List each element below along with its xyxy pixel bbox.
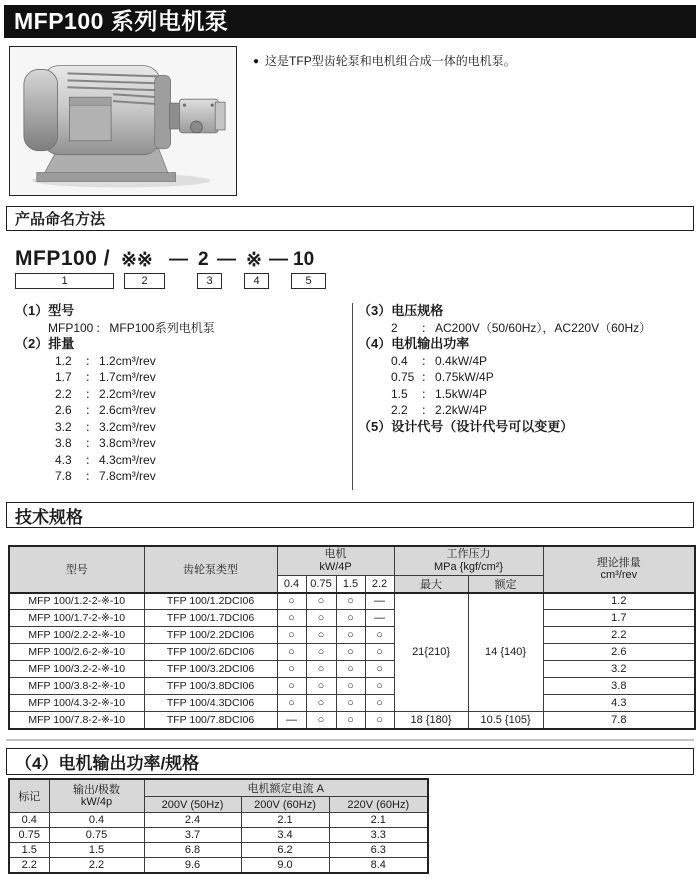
cell-displacement: 4.3	[543, 695, 695, 712]
cell-output: 0.4	[49, 813, 144, 828]
code-box-4: 4	[244, 273, 269, 289]
cell-kw: ○	[306, 695, 336, 712]
cell-current: 2.4	[144, 813, 241, 828]
cell-kw: ○	[365, 661, 394, 678]
cell-kw: ○	[365, 712, 394, 729]
motor-rear-cap	[155, 75, 171, 148]
item-colon: ：	[85, 452, 98, 467]
code-box-1: 1	[15, 273, 114, 289]
item-desc: 7.8cm³/rev	[99, 469, 156, 483]
item-desc: 2.6cm³/rev	[99, 403, 156, 417]
cell-current: 8.4	[329, 858, 428, 873]
item-code: 1.2	[55, 353, 72, 368]
cell-pressure-max: 18 {180}	[394, 712, 468, 729]
intro-line	[253, 53, 516, 71]
naming-item	[15, 435, 215, 452]
naming-item	[15, 353, 215, 370]
item-desc: AC200V（50/60Hz），AC220V（60Hz）	[435, 320, 652, 335]
naming-item	[15, 419, 215, 436]
col-header-pressure-rated: 额定	[468, 575, 543, 593]
tech-table-header-row	[9, 546, 695, 575]
item-desc: MFP100系列电机泵	[109, 320, 215, 335]
col-header-output	[49, 779, 144, 813]
cell-kw: ○	[365, 695, 394, 712]
cell-displacement: 1.2	[543, 593, 695, 610]
naming-heading-3: （3）电压规格	[358, 303, 444, 318]
item-colon: ：	[85, 370, 98, 384]
cell-kw: ○	[306, 610, 336, 627]
cell-model: MFP 100/1.7-2-※-10	[9, 610, 144, 627]
item-desc: 4.3cm³/rev	[99, 452, 156, 467]
cell-kw: ○	[306, 627, 336, 644]
cell-output: 1.5	[49, 843, 144, 858]
cell-kw: —	[365, 593, 394, 610]
naming-item	[15, 369, 215, 386]
cell-mark: 0.75	[9, 828, 49, 843]
item-colon: ：	[85, 469, 98, 483]
cell-mark: 0.4	[9, 813, 49, 828]
naming-heading-2: （2）排量	[15, 336, 75, 351]
item-code: 1.7	[55, 370, 72, 384]
shaft-coupling	[170, 103, 181, 129]
cell-current: 3.7	[144, 828, 241, 843]
cell-kw: ○	[336, 610, 365, 627]
base-plate	[37, 173, 176, 182]
cell-kw: ○	[365, 627, 394, 644]
section-header-motor-output-label: （4）电机输出功率/规格	[15, 754, 200, 773]
cell-pressure-rated: 10.5 {105}	[468, 712, 543, 729]
cell-pump-type: TFP 100/3.8DCI06	[144, 678, 277, 695]
section-header-motor-output	[6, 748, 694, 775]
col-header-pressure-max: 最大	[394, 575, 468, 593]
cell-kw: ○	[365, 644, 394, 661]
bolt	[183, 104, 186, 107]
cell-kw: ○	[277, 644, 306, 661]
motor-table-header-row	[9, 779, 428, 797]
cell-model: MFP 100/4.3-2-※-10	[9, 695, 144, 712]
item-code: 3.8	[55, 436, 72, 450]
cell-pressure-max: 21{210}	[394, 593, 468, 712]
cell-current: 3.4	[241, 828, 329, 843]
col-header-rated-current: 电机额定电流 A	[144, 779, 428, 797]
model-code-dash: —	[269, 249, 288, 270]
pump-front-plate	[215, 102, 225, 130]
naming-right-column	[358, 303, 651, 435]
naming-item	[15, 402, 215, 419]
cell-current: 6.3	[329, 843, 428, 858]
item-colon: ：	[421, 386, 434, 401]
cell-displacement: 1.7	[543, 610, 695, 627]
tech-table-row	[9, 610, 695, 627]
section-separator	[6, 739, 694, 741]
cell-kw: ○	[277, 695, 306, 712]
motor-header-line1: 电机	[324, 548, 347, 561]
model-code-segment: 10	[293, 249, 315, 270]
cell-mark: 2.2	[9, 858, 49, 873]
cell-kw: ○	[277, 593, 306, 610]
col-header-kw-04: 0.4	[277, 575, 306, 593]
cell-kw: ○	[336, 712, 365, 729]
cell-kw: ○	[336, 678, 365, 695]
model-code-prefix: MFP100 /	[15, 247, 111, 270]
cell-pump-type: TFP 100/3.2DCI06	[144, 661, 277, 678]
cell-model: MFP 100/7.8-2-※-10	[9, 712, 144, 729]
cell-pump-type: TFP 100/2.2DCI06	[144, 627, 277, 644]
cell-mark: 1.5	[9, 843, 49, 858]
item-colon: ：	[95, 320, 108, 335]
col-header-kw-075: 0.75	[306, 575, 336, 593]
cell-kw: ○	[336, 593, 365, 610]
cell-kw: ○	[336, 661, 365, 678]
bolt	[211, 104, 214, 107]
naming-item	[358, 353, 651, 370]
cell-current: 3.3	[329, 828, 428, 843]
tech-spec-table	[8, 545, 696, 730]
displacement-header-line1: 理论排量	[596, 556, 641, 569]
section-header-tech-label: 技术规格	[15, 507, 83, 527]
col-header-kw-15: 1.5	[336, 575, 365, 593]
cell-current: 6.2	[241, 843, 329, 858]
cell-pump-type: TFP 100/2.6DCI06	[144, 644, 277, 661]
item-colon: ：	[85, 419, 98, 434]
motor-pump-image	[10, 47, 236, 195]
naming-item	[358, 402, 651, 419]
code-box-5: 5	[291, 273, 326, 289]
cell-kw: ○	[336, 644, 365, 661]
naming-item	[15, 468, 215, 485]
naming-item	[358, 369, 651, 386]
item-code: 0.75	[391, 370, 415, 384]
item-code: 2.2	[391, 403, 408, 417]
cell-output: 0.75	[49, 828, 144, 843]
cell-current: 9.6	[144, 858, 241, 873]
cell-model: MFP 100/3.8-2-※-10	[9, 678, 144, 695]
model-code-dash: —	[169, 249, 188, 270]
col-header-model: 型号	[9, 546, 144, 593]
item-desc: 1.2cm³/rev	[99, 353, 156, 368]
item-desc: 2.2kW/4P	[435, 403, 488, 417]
naming-heading-4: （4）电机输出功率	[358, 336, 470, 351]
item-colon: ：	[421, 403, 434, 417]
tech-table-row	[9, 661, 695, 678]
item-desc: 0.75kW/4P	[435, 370, 494, 384]
cell-displacement: 7.8	[543, 712, 695, 729]
model-code-segment: ※※	[121, 250, 153, 271]
model-code-segment: ※	[246, 250, 262, 271]
cell-output: 2.2	[49, 858, 144, 873]
output-header-line2: kW/4p	[80, 796, 113, 808]
cell-kw: ○	[277, 678, 306, 695]
motor-table-row	[9, 828, 428, 843]
naming-item	[358, 386, 651, 403]
item-colon: ：	[421, 320, 434, 335]
section-header-tech	[6, 502, 694, 528]
code-box-3: 3	[197, 273, 222, 289]
cell-displacement: 3.2	[543, 661, 695, 678]
tech-table-row	[9, 695, 695, 712]
code-box-2: 2	[124, 273, 165, 289]
motor-table-row	[9, 813, 428, 828]
col-header-displacement	[543, 546, 695, 593]
item-colon: ：	[85, 436, 98, 450]
naming-item	[15, 320, 215, 337]
col-header-220v-60hz: 220V (60Hz)	[329, 797, 428, 813]
tech-table-row	[9, 644, 695, 661]
cell-current: 9.0	[241, 858, 329, 873]
item-colon: ：	[85, 386, 98, 401]
col-header-mark: 标记	[9, 779, 49, 813]
cell-pump-type: TFP 100/4.3DCI06	[144, 695, 277, 712]
cell-pump-type: TFP 100/1.2DCI06	[144, 593, 277, 610]
motor-table-row	[9, 843, 428, 858]
item-colon: ：	[421, 353, 434, 368]
naming-item	[15, 386, 215, 403]
cell-displacement: 2.2	[543, 627, 695, 644]
item-code: 2.2	[55, 386, 72, 401]
item-code: 7.8	[55, 469, 72, 483]
intro-text: 这是TFP型齿轮泵和电机组合成一体的电机泵。	[265, 54, 516, 68]
item-colon: ：	[421, 370, 434, 384]
item-code: 2.6	[55, 403, 72, 417]
motor-table-row	[9, 858, 428, 873]
cell-kw: ○	[277, 610, 306, 627]
cell-kw: ○	[306, 712, 336, 729]
product-photo-frame	[9, 46, 237, 196]
item-colon: ：	[85, 353, 98, 368]
model-code-dash: —	[217, 249, 236, 270]
cell-model: MFP 100/1.2-2-※-10	[9, 593, 144, 610]
model-code-segment: 2	[198, 249, 209, 270]
motor-header-line2: kW/4P	[319, 560, 352, 573]
cell-kw: ○	[277, 661, 306, 678]
col-header-pressure	[394, 546, 543, 575]
item-code: MFP100	[48, 320, 94, 335]
cell-current: 6.8	[144, 843, 241, 858]
cell-kw: ○	[306, 593, 336, 610]
naming-item	[358, 320, 651, 337]
cell-displacement: 2.6	[543, 644, 695, 661]
col-header-kw-22: 2.2	[365, 575, 394, 593]
item-code: 3.2	[55, 419, 72, 434]
cell-pressure-rated: 14 {140}	[468, 593, 543, 712]
pressure-header-line1: 工作压力	[446, 548, 491, 561]
cell-model: MFP 100/2.2-2-※-10	[9, 627, 144, 644]
item-desc: 1.7cm³/rev	[99, 370, 156, 384]
cell-pump-type: TFP 100/1.7DCI06	[144, 610, 277, 627]
cell-kw: ○	[277, 627, 306, 644]
column-divider	[352, 303, 353, 490]
item-code: 4.3	[55, 452, 72, 467]
motor-output-table	[8, 778, 429, 874]
naming-item	[15, 452, 215, 469]
item-desc: 3.8cm³/rev	[99, 436, 156, 450]
item-colon: ：	[85, 403, 98, 417]
cell-kw: ○	[306, 661, 336, 678]
naming-left-column	[15, 303, 215, 485]
bullet-icon: ●	[253, 56, 260, 67]
cell-kw: ○	[306, 644, 336, 661]
col-header-200v-60hz: 200V (60Hz)	[241, 797, 329, 813]
motor-end-cap	[24, 69, 58, 150]
col-header-pump-type: 齿轮泵类型	[144, 546, 277, 593]
tech-table-row	[9, 678, 695, 695]
naming-heading-5: （5）设计代号（设计代号可以变更）	[358, 418, 574, 434]
tech-table-row	[9, 593, 695, 610]
item-desc: 2.2cm³/rev	[99, 386, 156, 401]
output-header-line1: 输出/极数	[72, 783, 121, 796]
tech-table-row	[9, 712, 695, 729]
page-title: MFP100 系列电机泵	[4, 5, 696, 38]
item-desc: 0.4kW/4P	[435, 353, 488, 368]
item-desc: 3.2cm³/rev	[99, 419, 156, 434]
cell-kw: —	[365, 610, 394, 627]
cell-kw: —	[277, 712, 306, 729]
displacement-header-line2: cm³/rev	[600, 569, 638, 582]
naming-heading-1: （1）型号	[15, 303, 75, 318]
cell-kw: ○	[336, 695, 365, 712]
cell-kw: ○	[365, 678, 394, 695]
item-code: 1.5	[391, 386, 408, 401]
cell-current: 2.1	[241, 813, 329, 828]
cell-model: MFP 100/3.2-2-※-10	[9, 661, 144, 678]
pump-port	[190, 121, 202, 133]
cell-kw: ○	[306, 678, 336, 695]
item-desc: 1.5kW/4P	[435, 386, 488, 401]
cell-model: MFP 100/2.6-2-※-10	[9, 644, 144, 661]
item-code: 2	[391, 320, 398, 335]
section-header-naming	[6, 206, 694, 231]
junction-box-lid	[69, 97, 111, 105]
cell-displacement: 3.8	[543, 678, 695, 695]
item-code: 0.4	[391, 353, 408, 368]
section-header-naming-label: 产品命名方法	[15, 211, 106, 228]
col-header-motor	[277, 546, 394, 575]
tech-table-row	[9, 627, 695, 644]
col-header-200v-50hz: 200V (50Hz)	[144, 797, 241, 813]
cell-pump-type: TFP 100/7.8DCI06	[144, 712, 277, 729]
pressure-header-line2: MPa {kgf/cm²}	[434, 560, 504, 573]
cell-current: 2.1	[329, 813, 428, 828]
cell-kw: ○	[336, 627, 365, 644]
